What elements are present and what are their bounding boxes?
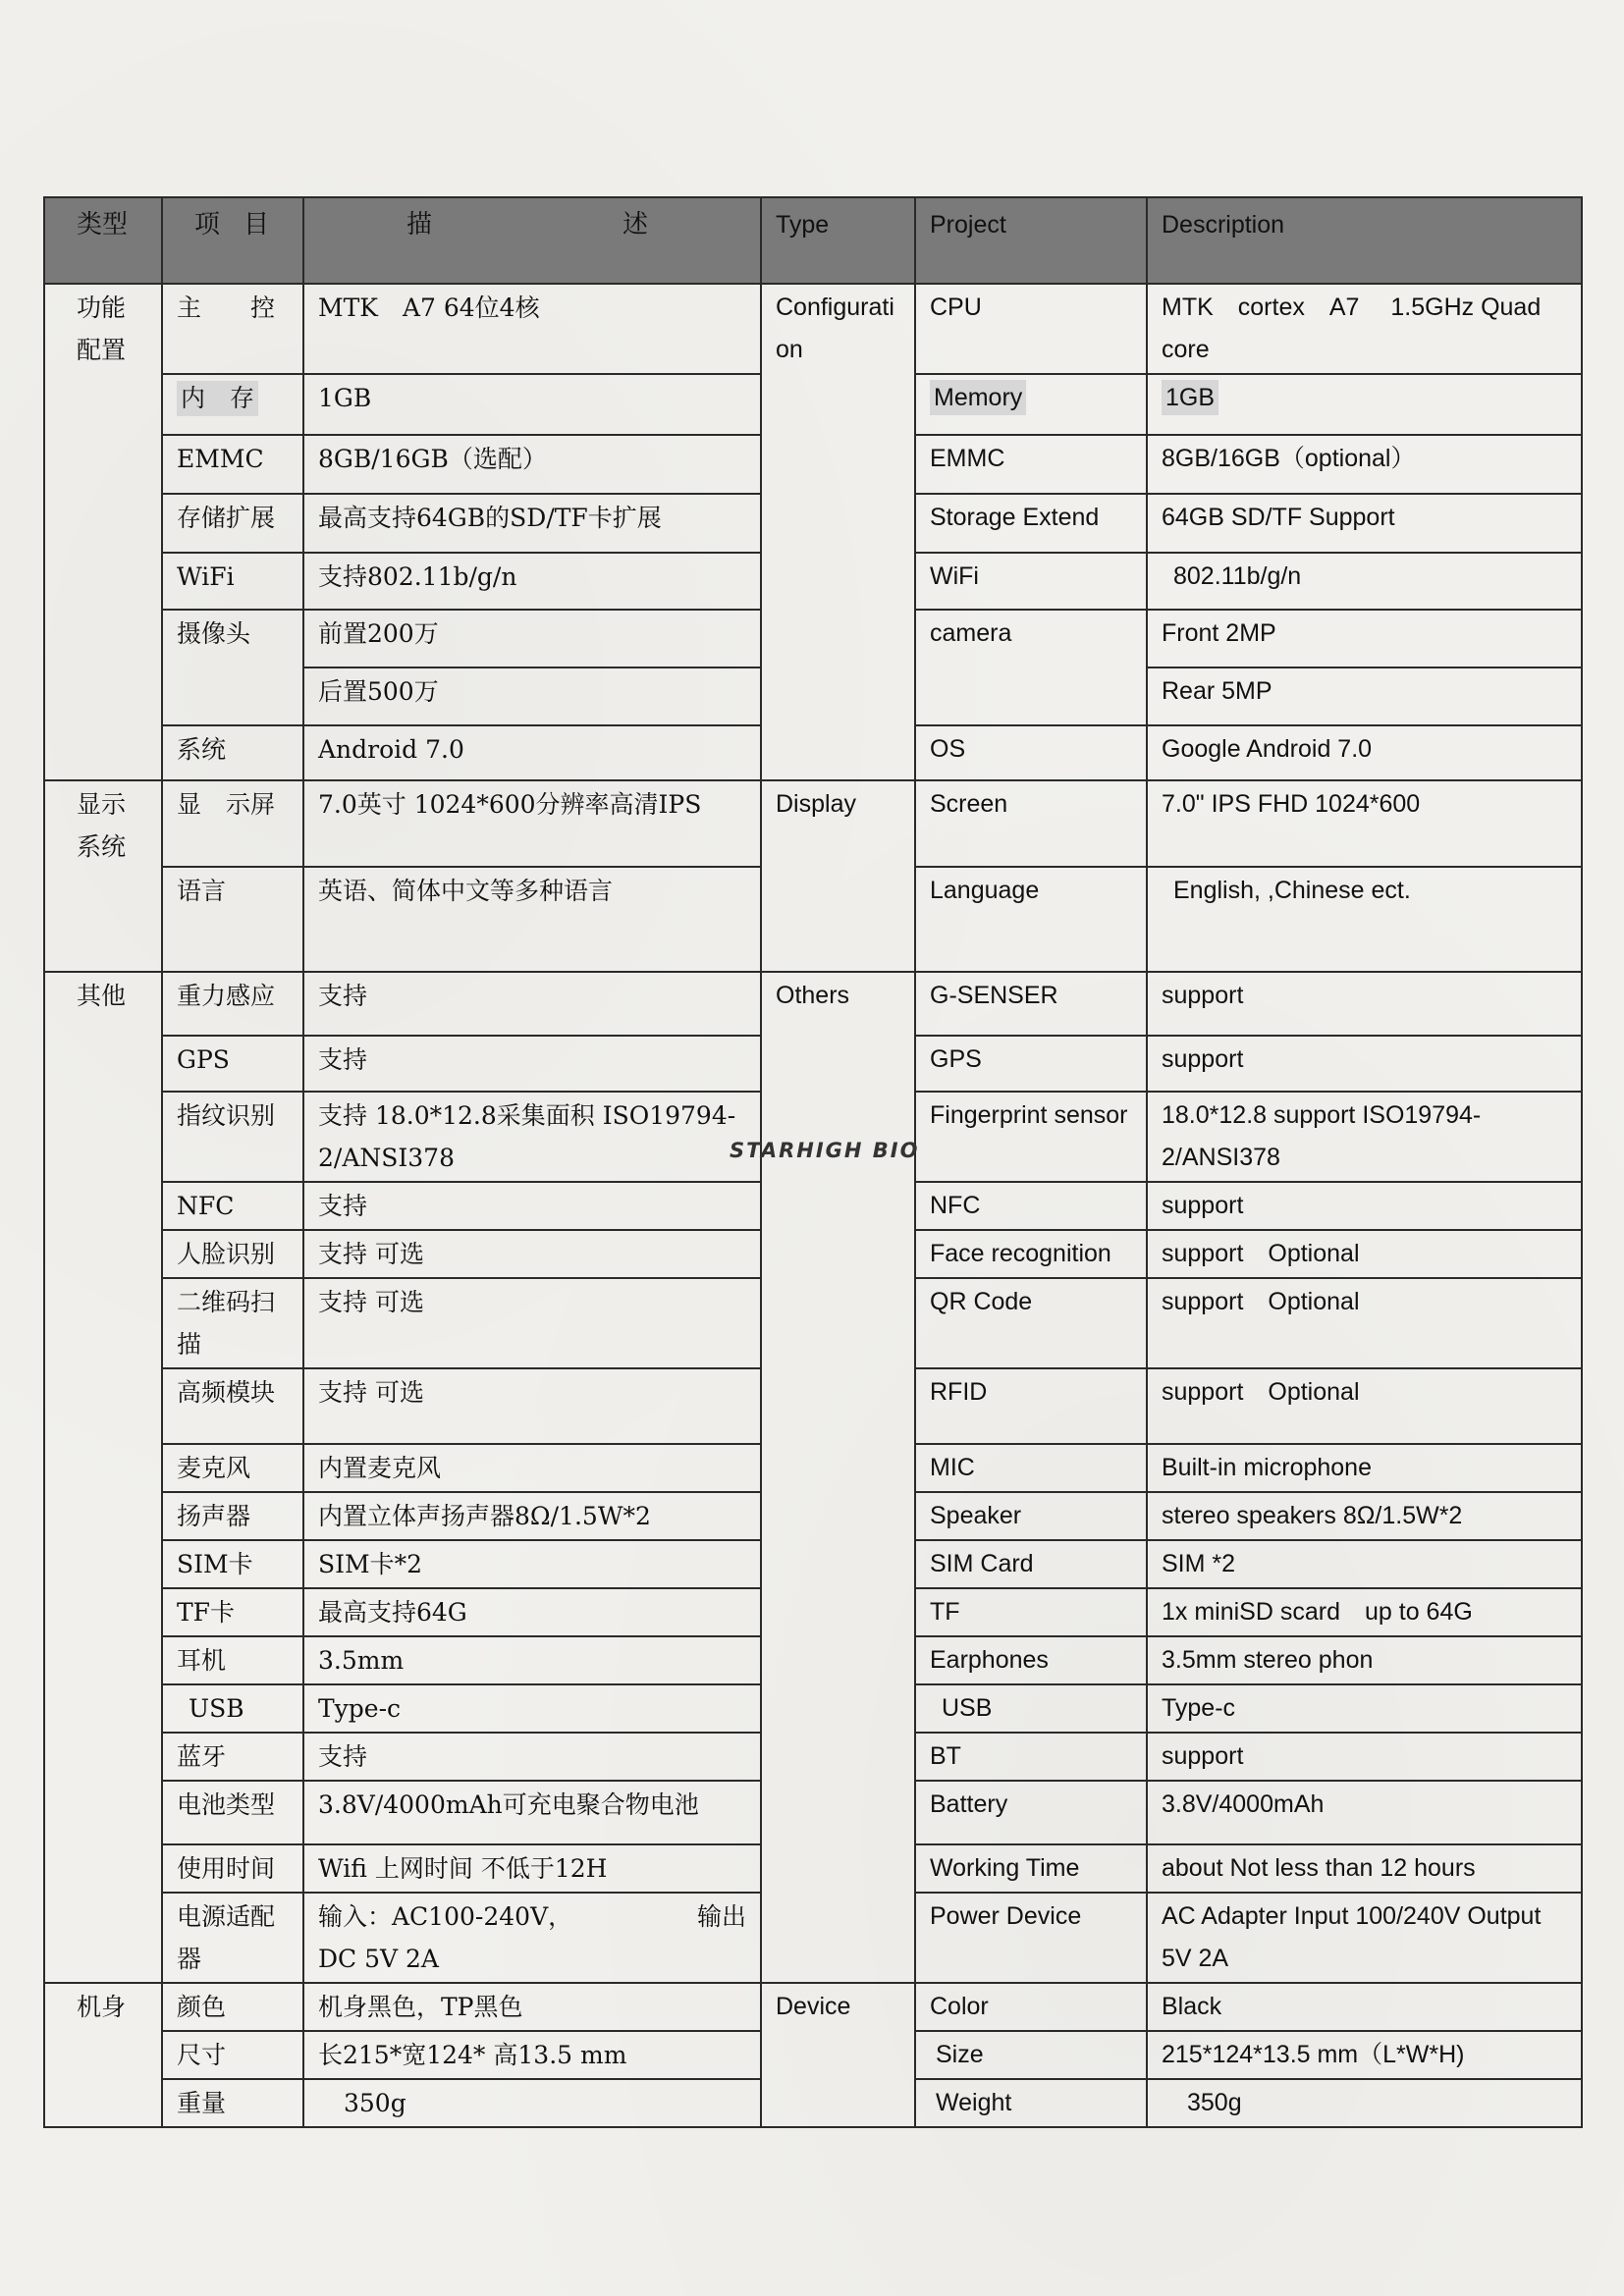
- item-cell-cn: 颜色: [162, 1983, 303, 2031]
- project-cell-en: WiFi: [915, 553, 1147, 610]
- power-input-text: 输入：AC100-240V，: [318, 1902, 573, 1931]
- desc-cell-en: 8GB/16GB（optional）: [1147, 435, 1582, 494]
- desc-cell-cn: 机身黑色，TP黑色: [303, 1983, 761, 2031]
- desc-cell-en: Black: [1147, 1983, 1582, 2031]
- desc-cell-cn: Type-c: [303, 1684, 761, 1733]
- desc-cell-en: 64GB SD/TF Support: [1147, 494, 1582, 553]
- item-cell-cn: [162, 374, 303, 435]
- header-project-en: Project: [915, 197, 1147, 284]
- desc-cell-cn: 支持: [303, 1036, 761, 1092]
- project-cell-en: Power Device: [915, 1893, 1147, 1983]
- item-cell-cn: 电源适配器: [162, 1893, 303, 1983]
- desc-cell-cn: 最高支持64GB的SD/TF卡扩展: [303, 494, 761, 553]
- project-cell-en: G-SENSER: [915, 972, 1147, 1036]
- type-cell-cn: 功能配置: [44, 284, 162, 780]
- desc-cell-en: AC Adapter Input 100/240V Output 5V 2A: [1147, 1893, 1582, 1983]
- project-cell-en: TF: [915, 1588, 1147, 1636]
- desc-cell-cn: 最高支持64G: [303, 1588, 761, 1636]
- project-cell-en: Size: [915, 2031, 1147, 2079]
- item-cell-cn: 主 控: [162, 284, 303, 374]
- desc-cell-cn: 支持 18.0*12.8采集面积 ISO19794-2/ANSI378: [303, 1092, 761, 1182]
- desc-cell-en: Google Android 7.0: [1147, 725, 1582, 780]
- table-row: [44, 284, 1582, 374]
- desc-cell-en: 1x miniSD scard up to 64G: [1147, 1588, 1582, 1636]
- desc-cell-cn: 后置500万: [303, 667, 761, 725]
- header-item-cn-a: 项: [194, 210, 221, 240]
- type-cell-en: Others: [761, 972, 915, 1983]
- item-cell-cn: 人脸识别: [162, 1230, 303, 1278]
- power-input-line: [318, 1896, 746, 1938]
- desc-cell-en: support Optional: [1147, 1368, 1582, 1444]
- item-cell-cn-highlight: 内 存: [177, 381, 258, 416]
- desc-cell-cn: 内置麦克风: [303, 1444, 761, 1492]
- header-item-cn: [162, 197, 303, 284]
- item-cell-cn: EMMC: [162, 435, 303, 494]
- project-cell-en: camera: [915, 610, 1147, 725]
- project-cell-en: CPU: [915, 284, 1147, 374]
- desc-cell-cn: 前置200万: [303, 610, 761, 667]
- desc-cell-en: support: [1147, 1182, 1582, 1230]
- project-cell-en: Working Time: [915, 1844, 1147, 1893]
- item-cell-cn: 重力感应: [162, 972, 303, 1036]
- project-cell-en-highlight: Memory: [930, 380, 1026, 415]
- item-cell-cn: 高频模块: [162, 1368, 303, 1444]
- desc-cell-en: [1147, 374, 1582, 435]
- desc-cell-en: 350g: [1147, 2079, 1582, 2127]
- project-cell-en: EMMC: [915, 435, 1147, 494]
- item-cell-cn: 二维码扫描: [162, 1278, 303, 1368]
- item-cell-cn: 耳机: [162, 1636, 303, 1684]
- type-cell-en: Configuration: [761, 284, 915, 780]
- desc-cell-en: stereo speakers 8Ω/1.5W*2: [1147, 1492, 1582, 1540]
- item-cell-cn: 系统: [162, 725, 303, 780]
- desc-cell-cn: 3.8V/4000mAh可充电聚合物电池: [303, 1781, 761, 1844]
- item-cell-cn: 电池类型: [162, 1781, 303, 1844]
- watermark-logo-text: STARHIGH BIO: [730, 1139, 920, 1162]
- type-cell-en: Display: [761, 780, 915, 972]
- desc-cell-en: Type-c: [1147, 1684, 1582, 1733]
- desc-cell-en: 18.0*12.8 support ISO19794-2/ANSI378: [1147, 1092, 1582, 1182]
- item-cell-cn: 重量: [162, 2079, 303, 2127]
- desc-cell-cn: 支持 可选: [303, 1278, 761, 1368]
- desc-cell-cn: MTK A7 64位4核: [303, 284, 761, 374]
- desc-cell-cn: 支持802.11b/g/n: [303, 553, 761, 610]
- item-cell-cn: TF卡: [162, 1588, 303, 1636]
- desc-cell-en: Built-in microphone: [1147, 1444, 1582, 1492]
- desc-cell-en: English, ,Chinese ect.: [1147, 867, 1582, 972]
- project-cell-en: Battery: [915, 1781, 1147, 1844]
- desc-cell-cn: 支持: [303, 1733, 761, 1781]
- project-cell-en: [915, 374, 1147, 435]
- desc-cell-en: 7.0" IPS FHD 1024*600: [1147, 780, 1582, 867]
- desc-cell-en: SIM *2: [1147, 1540, 1582, 1588]
- power-output-text: DC 5V 2A: [318, 1945, 439, 1973]
- type-cell-cn: 机身: [44, 1983, 162, 2127]
- item-cell-cn: 摄像头: [162, 610, 303, 725]
- desc-cell-en: support Optional: [1147, 1230, 1582, 1278]
- desc-cell-en: support: [1147, 1733, 1582, 1781]
- desc-cell-en: 215*124*13.5 mm（L*W*H): [1147, 2031, 1582, 2079]
- desc-cell-en: about Not less than 12 hours: [1147, 1844, 1582, 1893]
- table-row: [44, 972, 1582, 1036]
- project-cell-en: SIM Card: [915, 1540, 1147, 1588]
- item-cell-cn: 存储扩展: [162, 494, 303, 553]
- desc-cell-cn: 8GB/16GB（选配）: [303, 435, 761, 494]
- spec-table: [43, 196, 1583, 2128]
- project-cell-en: RFID: [915, 1368, 1147, 1444]
- type-cell-en: Device: [761, 1983, 915, 2127]
- item-cell-cn: 使用时间: [162, 1844, 303, 1893]
- desc-cell-cn: [303, 1893, 761, 1983]
- item-cell-cn: USB: [162, 1684, 303, 1733]
- item-cell-cn: 扬声器: [162, 1492, 303, 1540]
- type-cell-cn: 显示系统: [44, 780, 162, 972]
- header-desc-cn-a: 描: [406, 210, 433, 240]
- project-cell-en: NFC: [915, 1182, 1147, 1230]
- header-type-en: Type: [761, 197, 915, 284]
- desc-cell-cn: 1GB: [303, 374, 761, 435]
- item-cell-cn: 蓝牙: [162, 1733, 303, 1781]
- desc-cell-en: Front 2MP: [1147, 610, 1582, 667]
- project-cell-en: GPS: [915, 1036, 1147, 1092]
- project-cell-en: Screen: [915, 780, 1147, 867]
- project-cell-en: Weight: [915, 2079, 1147, 2127]
- item-cell-cn: SIM卡: [162, 1540, 303, 1588]
- desc-cell-en: MTK cortex A7 1.5GHz Quad core: [1147, 284, 1582, 374]
- desc-cell-cn: 支持: [303, 972, 761, 1036]
- header-desc-cn-b: 述: [622, 210, 648, 240]
- desc-cell-en: 3.8V/4000mAh: [1147, 1781, 1582, 1844]
- desc-cell-cn: 3.5mm: [303, 1636, 761, 1684]
- desc-cell-cn: Android 7.0: [303, 725, 761, 780]
- desc-cell-en: support: [1147, 972, 1582, 1036]
- project-cell-en: Storage Extend: [915, 494, 1147, 553]
- project-cell-en: OS: [915, 725, 1147, 780]
- project-cell-en: USB: [915, 1684, 1147, 1733]
- desc-cell-en: Rear 5MP: [1147, 667, 1582, 725]
- item-cell-cn: WiFi: [162, 553, 303, 610]
- table-row: [44, 1983, 1582, 2031]
- desc-cell-cn: Wifi 上网时间 不低于12H: [303, 1844, 761, 1893]
- project-cell-en: Language: [915, 867, 1147, 972]
- desc-cell-en: 3.5mm stereo phon: [1147, 1636, 1582, 1684]
- project-cell-en: BT: [915, 1733, 1147, 1781]
- item-cell-cn: 语言: [162, 867, 303, 972]
- desc-cell-en: support: [1147, 1036, 1582, 1092]
- project-cell-en: Speaker: [915, 1492, 1147, 1540]
- desc-cell-cn: 7.0英寸 1024*600分辨率高清IPS: [303, 780, 761, 867]
- desc-cell-cn: 内置立体声扬声器8Ω/1.5W*2: [303, 1492, 761, 1540]
- item-cell-cn: 麦克风: [162, 1444, 303, 1492]
- desc-cell-cn: 长215*宽124* 高13.5 mm: [303, 2031, 761, 2079]
- desc-cell-en: 802.11b/g/n: [1147, 553, 1582, 610]
- type-cell-cn: 其他: [44, 972, 162, 1983]
- header-type-cn: 类型: [44, 197, 162, 284]
- header-desc-cn: [303, 197, 761, 284]
- desc-cell-en: support Optional: [1147, 1278, 1582, 1368]
- desc-cell-cn: 支持 可选: [303, 1368, 761, 1444]
- item-cell-cn: NFC: [162, 1182, 303, 1230]
- header-item-cn-b: 目: [243, 210, 269, 240]
- item-cell-cn: GPS: [162, 1036, 303, 1092]
- project-cell-en: Color: [915, 1983, 1147, 2031]
- project-cell-en: MIC: [915, 1444, 1147, 1492]
- project-cell-en: Earphones: [915, 1636, 1147, 1684]
- project-cell-en: QR Code: [915, 1278, 1147, 1368]
- project-cell-en: Fingerprint sensor: [915, 1092, 1147, 1182]
- desc-cell-cn: 英语、简体中文等多种语言: [303, 867, 761, 972]
- header-description-en: Description: [1147, 197, 1582, 284]
- item-cell-cn: 尺寸: [162, 2031, 303, 2079]
- item-cell-cn: 指纹识别: [162, 1092, 303, 1182]
- item-cell-cn: 显 示屏: [162, 780, 303, 867]
- desc-cell-en-highlight: 1GB: [1162, 380, 1218, 415]
- desc-cell-cn: 支持: [303, 1182, 761, 1230]
- desc-cell-cn: 支持 可选: [303, 1230, 761, 1278]
- table-row: [44, 780, 1582, 867]
- project-cell-en: Face recognition: [915, 1230, 1147, 1278]
- desc-cell-cn: 350g: [303, 2079, 761, 2127]
- table-header-row: [44, 197, 1582, 284]
- power-output-label: 输出: [696, 1902, 746, 1931]
- desc-cell-cn: SIM卡*2: [303, 1540, 761, 1588]
